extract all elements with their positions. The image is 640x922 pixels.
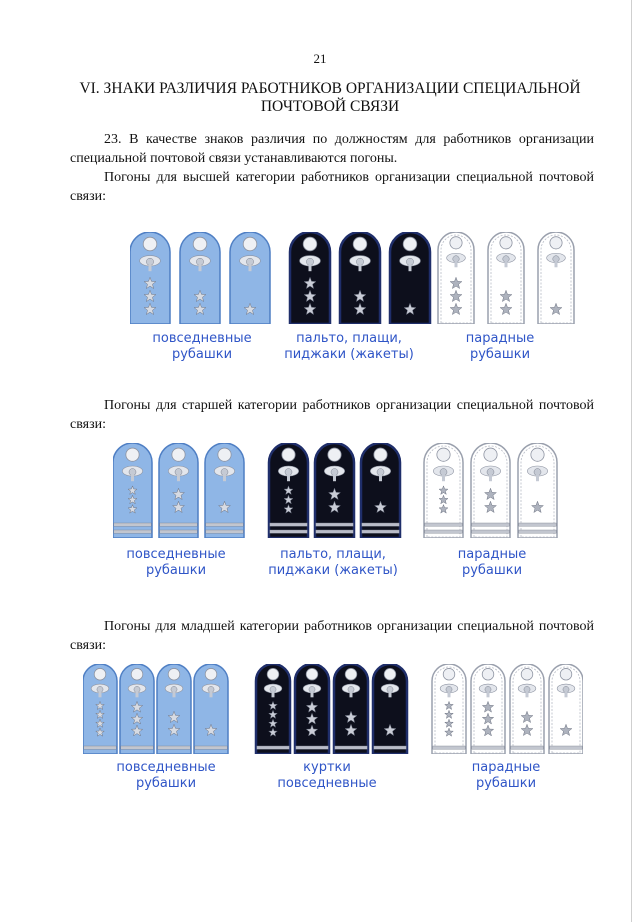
button-icon	[131, 668, 143, 680]
paragraph-senior-category: Погоны для старшей категории работников организации специальной почтовой связи:	[70, 398, 594, 432]
rank-stripe	[425, 530, 462, 533]
button-icon	[374, 448, 387, 461]
button-icon	[437, 448, 450, 461]
caption-senior-coats: пальто, плащи, пиджаки (жакеты)	[268, 547, 398, 578]
button-icon	[531, 448, 544, 461]
caption-higher-parade-shirts: парадные рубашки	[465, 331, 535, 362]
button-icon	[218, 448, 231, 461]
button-icon	[306, 668, 318, 680]
shoulder-strap	[334, 664, 368, 754]
shoulder-strap	[159, 443, 198, 538]
button-icon	[243, 237, 257, 251]
rank-stripe	[158, 746, 190, 749]
shoulder-strap	[373, 664, 407, 754]
rank-stripe	[472, 530, 509, 533]
shoulder-strap	[518, 443, 557, 538]
caption-senior-parade-shirts: парадные рубашки	[457, 547, 527, 578]
shoulder-strap	[471, 664, 505, 754]
button-icon	[443, 668, 455, 680]
shoulder-strap	[432, 664, 466, 754]
rank-stripe	[519, 523, 556, 526]
shoulder-strap	[157, 664, 191, 754]
shoulder-strap	[361, 443, 400, 538]
page-number: 21	[313, 51, 327, 66]
button-icon	[500, 237, 512, 249]
button-icon	[482, 668, 494, 680]
button-icon	[550, 237, 562, 249]
rank-stripe	[316, 530, 353, 533]
button-icon	[328, 448, 341, 461]
rank-stripe	[270, 530, 307, 533]
rank-stripe	[433, 746, 465, 749]
rank-stripe	[195, 746, 227, 749]
button-icon	[193, 237, 207, 251]
caption-junior-jackets: куртки повседневные	[277, 760, 377, 791]
caption-senior-everyday-shirts: повседневные рубашки	[126, 547, 226, 578]
button-icon	[205, 668, 217, 680]
caption-junior-parade-shirts: парадные рубашки	[471, 760, 541, 791]
shoulder-strap	[230, 232, 270, 324]
button-icon	[384, 668, 396, 680]
rank-stripe	[335, 746, 367, 749]
button-icon	[560, 668, 572, 680]
caption-higher-coats: пальто, плащи, пиджаки (жакеты)	[284, 331, 414, 362]
shoulder-strap	[205, 443, 244, 538]
rank-stripe	[121, 746, 153, 749]
shoulder-strap	[438, 232, 474, 324]
shoulder-strap	[549, 664, 583, 754]
shoulder-strap	[290, 232, 330, 324]
button-icon	[345, 668, 357, 680]
button-icon	[168, 668, 180, 680]
button-icon	[353, 237, 367, 251]
rank-stripe	[206, 530, 243, 533]
rank-stripe	[425, 523, 462, 526]
straps-illustration	[83, 664, 583, 754]
rank-stripe	[114, 523, 151, 526]
paragraph-intro: 23. В качестве знаков различия по должностям для работников организации специальной почтовой связи устанавливаются погоны.	[70, 132, 594, 166]
rank-stripe	[550, 746, 582, 749]
shoulder-strap	[471, 443, 510, 538]
button-icon	[267, 668, 279, 680]
shoulder-strap	[180, 232, 220, 324]
shoulder-strap	[340, 232, 380, 324]
rank-stripe	[206, 523, 243, 526]
rank-stripe	[296, 746, 328, 749]
shoulder-strap	[113, 443, 152, 538]
button-icon	[172, 448, 185, 461]
shoulder-strap	[538, 232, 574, 324]
section-title-line-1: VI. ЗНАКИ РАЗЛИЧИЯ РАБОТНИКОВ ОРГАНИЗАЦИИ СПЕЦИАЛЬНОЙ	[79, 80, 581, 97]
rank-stripe	[160, 530, 197, 533]
rank-stripe	[114, 530, 151, 533]
shoulder-strap	[120, 664, 154, 754]
scan-edge-line	[631, 0, 632, 922]
shoulder-strap	[83, 664, 117, 754]
rank-stripe	[374, 746, 406, 749]
rank-stripe	[362, 530, 399, 533]
rank-stripe	[519, 530, 556, 533]
button-icon	[143, 237, 157, 251]
caption-junior-everyday-shirts: повседневные рубашки	[116, 760, 216, 791]
shoulder-strap	[510, 664, 544, 754]
rank-stripe	[84, 746, 116, 749]
shoulder-strap	[269, 443, 308, 538]
section-title	[70, 80, 590, 116]
straps-illustration	[130, 232, 580, 324]
button-icon	[484, 448, 497, 461]
rank-stripe	[362, 523, 399, 526]
shoulder-strap	[390, 232, 430, 324]
rank-stripe	[160, 523, 197, 526]
paragraph-junior-category: Погоны для младшей категории работников организации специальной почтовой связи:	[70, 619, 594, 653]
button-icon	[282, 448, 295, 461]
shoulder-strap	[256, 664, 290, 754]
button-icon	[126, 448, 139, 461]
rank-stripe	[316, 523, 353, 526]
rank-stripe	[511, 746, 543, 749]
rank-stripe	[472, 746, 504, 749]
straps-illustration	[113, 443, 563, 538]
button-icon	[94, 668, 106, 680]
shoulder-strap	[194, 664, 228, 754]
section-title-line-2: ПОЧТОВОЙ СВЯЗИ	[260, 98, 400, 115]
button-icon	[521, 668, 533, 680]
button-icon	[403, 237, 417, 251]
rank-stripe	[270, 523, 307, 526]
shoulder-strap	[424, 443, 463, 538]
shoulder-strap	[488, 232, 524, 324]
shoulder-strap	[315, 443, 354, 538]
caption-higher-everyday-shirts: повседневные рубашки	[152, 331, 252, 362]
button-icon	[303, 237, 317, 251]
rank-stripe	[257, 746, 289, 749]
rank-stripe	[472, 523, 509, 526]
paragraph-higher-category: Погоны для высшей категории работников организации специальной почтовой связи:	[70, 170, 594, 204]
shoulder-strap	[130, 232, 170, 324]
shoulder-strap	[295, 664, 329, 754]
button-icon	[450, 237, 462, 249]
